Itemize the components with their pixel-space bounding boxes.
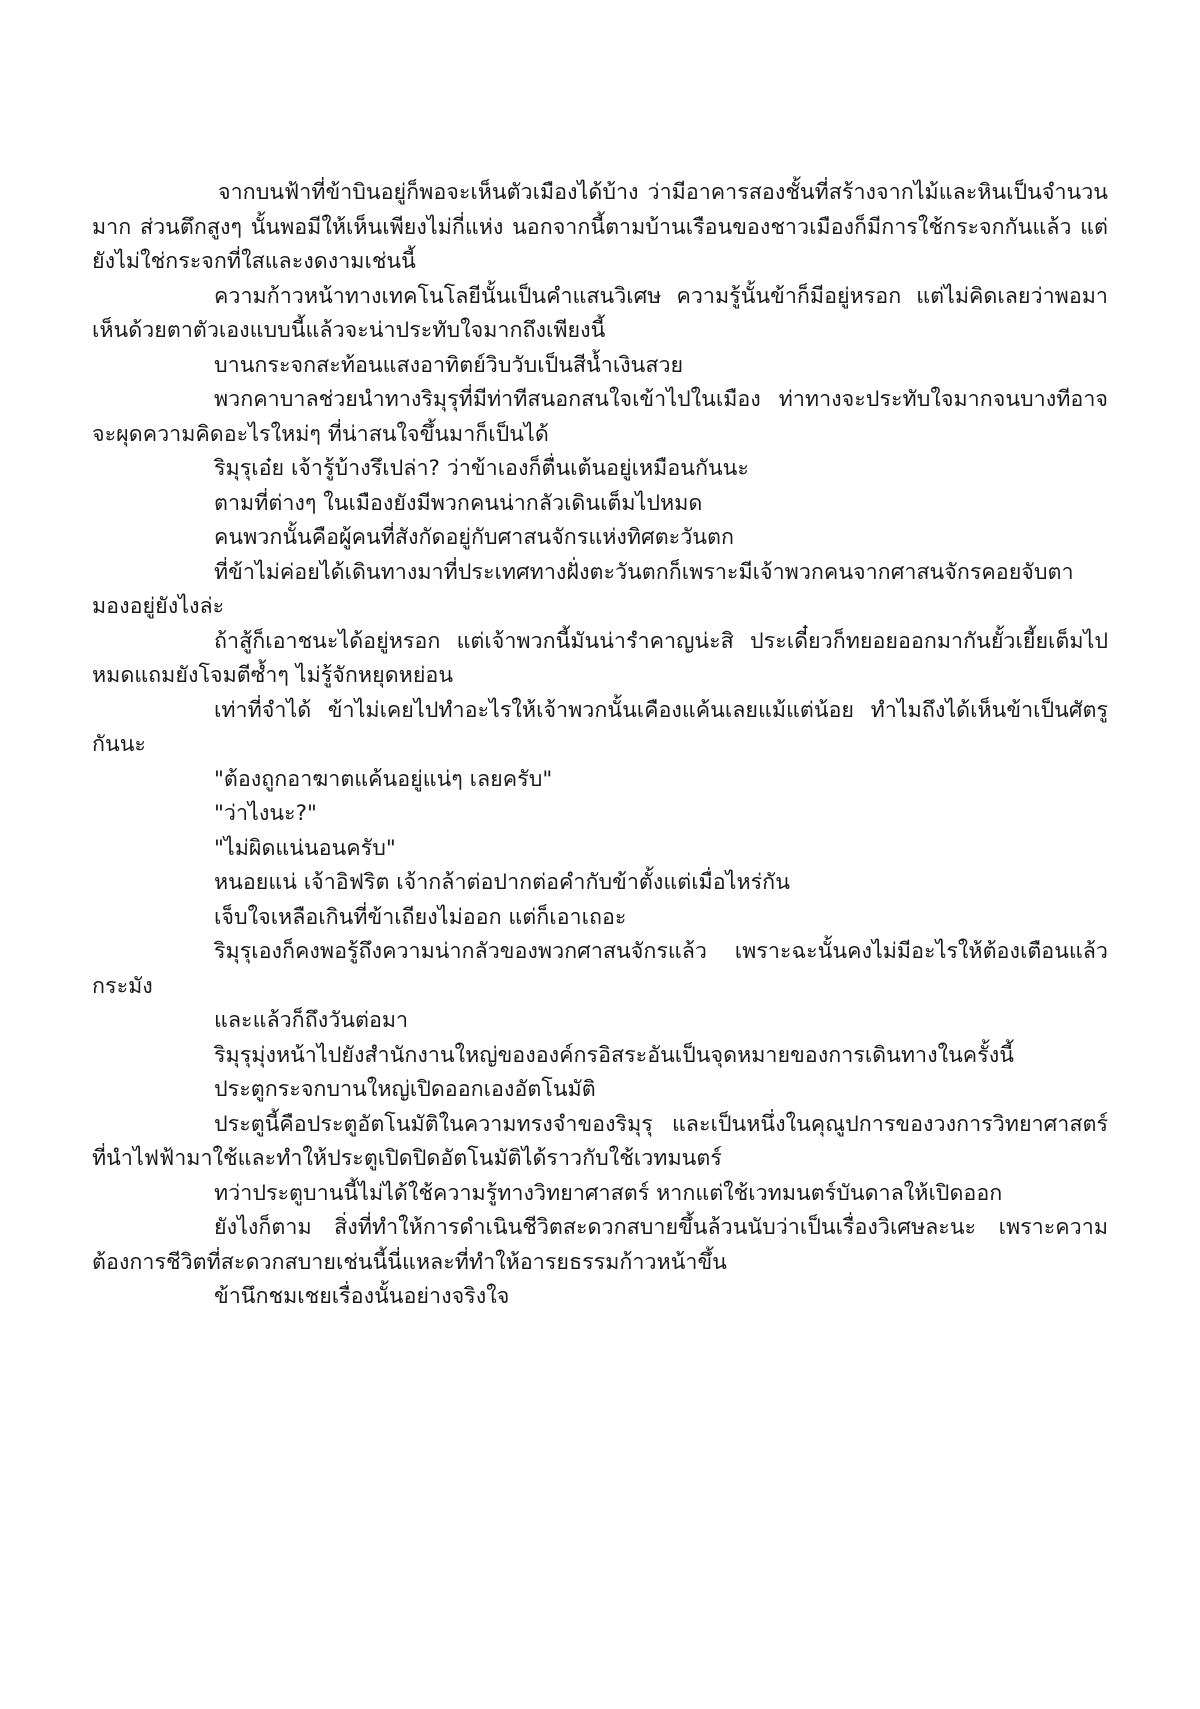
dialogue-line: "ว่าไงนะ?" bbox=[214, 801, 317, 826]
paragraph: ที่ข้าไม่ค่อยได้เดินทางมาที่ประเทศทางฝั่งตะวันตกก็เพราะมีเจ้าพวกคนจากศาสนจักรคอยจับตามองอยู่ยังไงล่ะ bbox=[92, 559, 1074, 619]
paragraph: ประตูกระจกบานใหญ่เปิดออกเองอัตโนมัติ bbox=[214, 1077, 596, 1102]
paragraph: เจ็บใจเหลือเกินที่ข้าเถียงไม่ออก แต่ก็เอาเถอะ bbox=[214, 904, 627, 930]
dialogue-line: "ไม่ผิดแน่นอนครับ" bbox=[214, 835, 396, 861]
paragraph: เท่าที่จำได้ ข้าไม่เคยไปทำอะไรให้เจ้าพวกนั้นเคืองแค้นเลยแม้แต่น้อย ทำไมถึงได้เห็นข้าเป็นศัตรูกันนะ bbox=[92, 697, 1108, 757]
paragraph: จากบนฟ้าที่ข้าบินอยู่ก็พอจะเห็นตัวเมืองได้บ้าง ว่ามีอาคารสองชั้นที่สร้างจากไม้และหินเป็นจำนวนมาก ส่วนตึกสูงๆ นั้นพอมีให้เห็นเพียงไม่กี่แห่ง นอกจากนี้ตามบ้านเรือนของชาวเมืองก็มีการใช้กระจกกันแล้ว แต่ยังไม่ใช่กระจกที่ใสและงดงามเช่นนี้ bbox=[92, 180, 1108, 274]
paragraph: และแล้วก็ถึงวันต่อมา bbox=[214, 1008, 409, 1033]
dialogue-line: "ต้องถูกอาฆาตแค้นอยู่แน่ๆ เลยครับ" bbox=[214, 766, 553, 792]
paragraph: คนพวกนั้นคือผู้คนที่สังกัดอยู่กับศาสนจักรแห่งทิศตะวันตก bbox=[214, 525, 734, 550]
paragraph: พวกคาบาลช่วยนำทางริมุรุที่มีท่าทีสนอกสนใจเข้าไปในเมือง ท่าทางจะประทับใจมากจนบางทีอาจจะผุดความคิดอะไรใหม่ๆ ที่น่าสนใจขึ้นมาก็เป็นได้ bbox=[92, 387, 1108, 447]
paragraph: ยังไงก็ตาม สิ่งที่ทำให้การดำเนินชีวิตสะดวกสบายขึ้นล้วนนับว่าเป็นเรื่องวิเศษละนะ เพราะความต้องการชีวิตที่สะดวกสบายเช่นนี้นี่แหละที่ทำให้อารยธรรมก้าวหน้าขึ้น bbox=[92, 1215, 1108, 1275]
paragraph: ริมุรุมุ่งหน้าไปยังสำนักงานใหญ่ขององค์กรอิสระอันเป็นจุดหมายของการเดินทางในครั้งนี้ bbox=[214, 1042, 1014, 1068]
paragraph: ความก้าวหน้าทางเทคโนโลยีนั้นเป็นคำแสนวิเศษ ความรู้นั้นข้าก็มีอยู่หรอก แต่ไม่คิดเลยว่าพอมาเห็นด้วยตาตัวเองแบบนี้แล้วจะน่าประทับใจมากถึงเพียงนี้ bbox=[92, 283, 1108, 343]
paragraph: ริมุรุเอ๋ย เจ้ารู้บ้างรึเปล่า? ว่าข้าเองก็ตื่นเต้นอยู่เหมือนกันนะ bbox=[214, 456, 749, 481]
paragraph: ประตูนี้คือประตูอัตโนมัติในความทรงจำของริมุรุ และเป็นหนึ่งในคุณูปการของวงการวิทยาศาสตร์ที่นำไฟฟ้ามาใช้และทำให้ประตูเปิดปิดอัตโนมัติได้ราวกับใช้เวทมนตร์ bbox=[92, 1111, 1108, 1171]
paragraph: ตามที่ต่างๆ ในเมืองยังมีพวกคนน่ากลัวเดินเต็มไปหมด bbox=[214, 490, 703, 516]
paragraph: ข้านึกชมเชยเรื่องนั้นอย่างจริงใจ bbox=[214, 1284, 510, 1309]
paragraph: หนอยแน่ เจ้าอิฟริต เจ้ากล้าต่อปากต่อคำกับข้าตั้งแต่เมื่อไหร่กัน bbox=[214, 870, 790, 895]
paragraph: บานกระจกสะท้อนแสงอาทิตย์วิบวับเป็นสีน้ำเงินสวย bbox=[214, 352, 684, 378]
paragraph: ทว่าประตูบานนี้ไม่ได้ใช้ความรู้ทางวิทยาศาสตร์ หากแต่ใช้เวทมนตร์บันดาลให้เปิดออก bbox=[214, 1180, 1003, 1206]
body-text bbox=[92, 176, 1108, 1315]
paragraph: ริมุรุเองก็คงพอรู้ถึงความน่ากลัวของพวกศาสนจักรแล้ว เพราะฉะนั้นคงไม่มีอะไรให้ต้องเตือนแล้วกระมัง bbox=[92, 939, 1108, 999]
paragraph: ถ้าสู้ก็เอาชนะได้อยู่หรอก แต่เจ้าพวกนี้มันน่ารำคาญน่ะสิ ประเดี๋ยวก็ทยอยออกมากันยั้วเยี้ยเต็มไปหมดแถมยังโจมตีซ้ำๆ ไม่รู้จักหยุดหย่อน bbox=[92, 628, 1108, 688]
